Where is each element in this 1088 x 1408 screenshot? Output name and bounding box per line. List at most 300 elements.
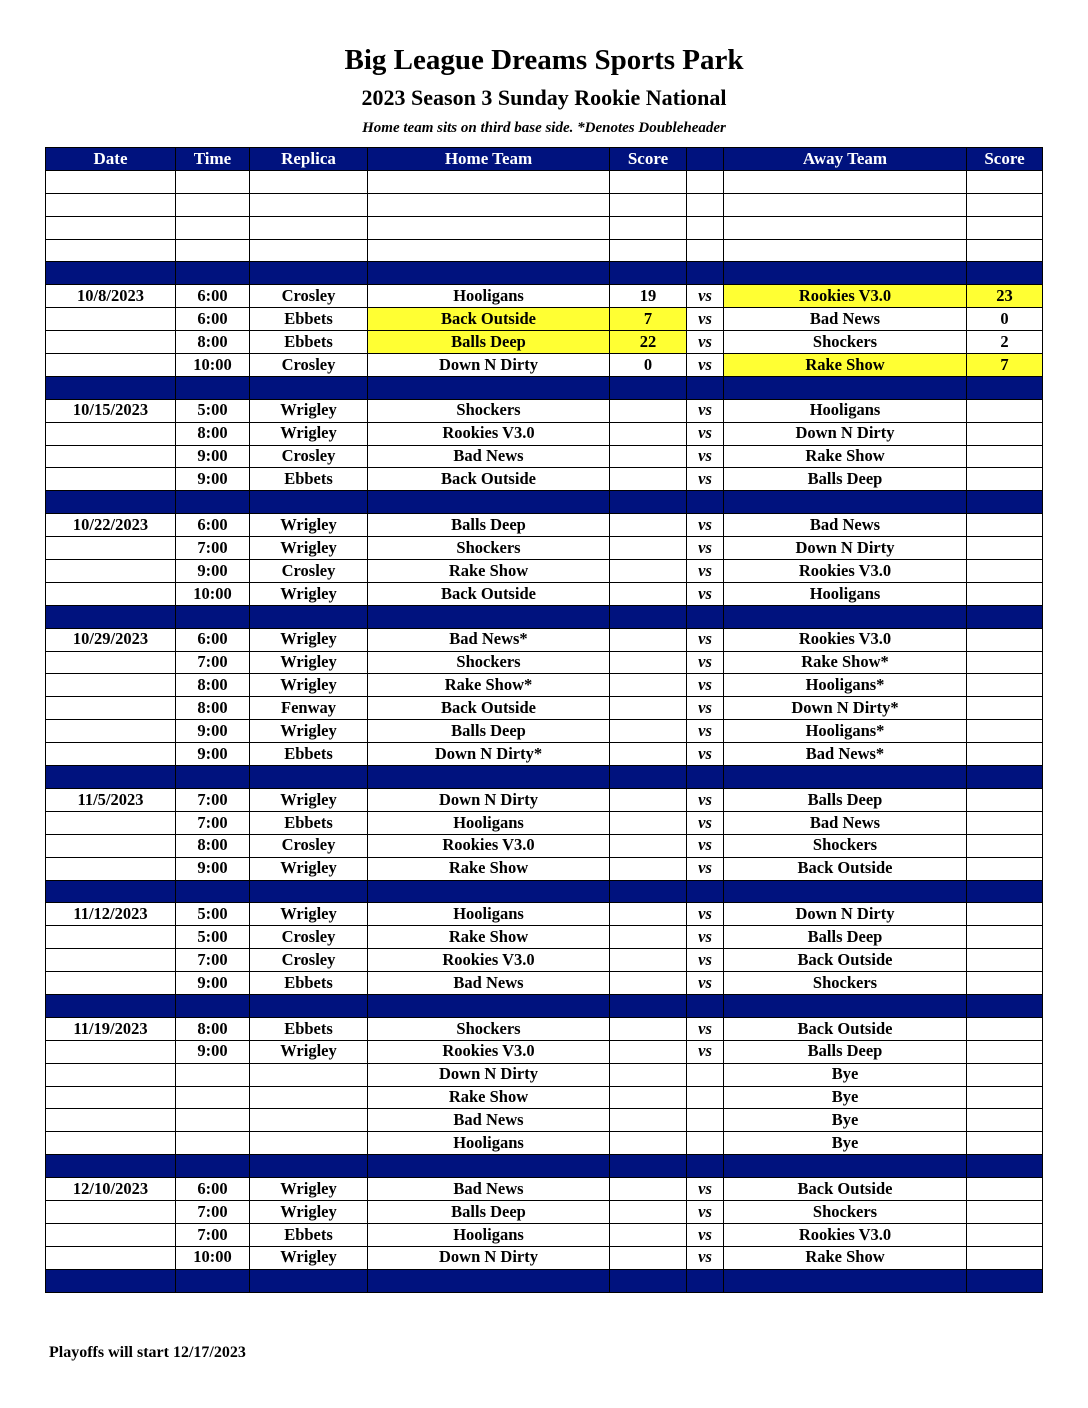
away-team-cell: Rake Show [724,354,967,377]
game-row [46,537,1043,560]
time-cell: 5:00 [176,399,250,422]
vs-cell [687,170,724,193]
replica-cell: Crosley [250,285,368,308]
vs-cell: vs [687,834,724,857]
vs-cell: vs [687,926,724,949]
date-cell [46,537,176,560]
away-team-cell: Shockers [724,331,967,354]
home-team-cell: Shockers [368,399,610,422]
date-cell [46,376,176,399]
time-cell: 6:00 [176,514,250,537]
home-team-cell [368,239,610,262]
date-cell [46,1200,176,1223]
home-team-cell: Back Outside [368,308,610,331]
away-team-cell: Bad News* [724,743,967,766]
time-cell: 9:00 [176,857,250,880]
page-subtitle: 2023 Season 3 Sunday Rookie National [361,85,727,110]
away-team-cell [724,605,967,628]
away-score-cell [967,1155,1043,1178]
vs-cell: vs [687,720,724,743]
date-cell [46,697,176,720]
replica-cell: Wrigley [250,651,368,674]
home-team-cell: Rake Show [368,857,610,880]
home-score-cell [610,811,687,834]
away-score-cell [967,926,1043,949]
home-team-cell: Shockers [368,537,610,560]
date-cell: 11/5/2023 [46,788,176,811]
away-team-cell: Balls Deep [724,468,967,491]
replica-cell: Wrigley [250,1178,368,1201]
away-score-cell [967,445,1043,468]
home-score-cell [610,1200,687,1223]
replica-cell [250,1269,368,1292]
replica-cell: Ebbets [250,811,368,834]
away-team-cell [724,239,967,262]
away-score-cell [967,1063,1043,1086]
column-header-time: Time [176,148,250,171]
vs-cell [687,1155,724,1178]
blank-row [46,216,1043,239]
away-team-cell [724,170,967,193]
away-team-cell: Back Outside [724,1017,967,1040]
date-cell [46,262,176,285]
time-cell [176,994,250,1017]
replica-cell: Wrigley [250,399,368,422]
vs-cell [687,376,724,399]
home-score-cell [610,1086,687,1109]
away-score-cell [967,491,1043,514]
date-cell [46,422,176,445]
home-score-cell: 19 [610,285,687,308]
away-score-cell [967,697,1043,720]
time-cell [176,170,250,193]
away-team-cell: Bad News [724,811,967,834]
time-cell: 8:00 [176,1017,250,1040]
game-row [46,1223,1043,1246]
away-score-cell [967,628,1043,651]
time-cell: 9:00 [176,720,250,743]
date-cell [46,491,176,514]
vs-cell: vs [687,788,724,811]
date-cell [46,1246,176,1269]
vs-cell: vs [687,468,724,491]
vs-cell [687,880,724,903]
home-score-cell [610,994,687,1017]
away-team-cell [724,1269,967,1292]
away-team-cell: Down N Dirty [724,537,967,560]
away-score-cell [967,1246,1043,1269]
date-cell [46,743,176,766]
vs-cell: vs [687,697,724,720]
home-score-cell [610,880,687,903]
game-row [46,949,1043,972]
game-row [46,582,1043,605]
vs-cell: vs [687,399,724,422]
date-cell: 10/22/2023 [46,514,176,537]
home-team-cell: Rookies V3.0 [368,949,610,972]
date-cell [46,834,176,857]
replica-cell: Ebbets [250,743,368,766]
game-row [46,1017,1043,1040]
home-score-cell [610,1063,687,1086]
home-team-cell: Back Outside [368,697,610,720]
vs-cell: vs [687,811,724,834]
home-team-cell: Shockers [368,1017,610,1040]
replica-cell: Wrigley [250,788,368,811]
replica-cell: Ebbets [250,1017,368,1040]
date-cell [46,857,176,880]
replica-cell [250,1155,368,1178]
vs-cell [687,1063,724,1086]
game-row [46,514,1043,537]
home-score-cell [610,445,687,468]
away-score-cell [967,1132,1043,1155]
time-cell: 8:00 [176,331,250,354]
replica-cell: Wrigley [250,537,368,560]
date-cell [46,1086,176,1109]
home-team-cell [368,170,610,193]
away-team-cell [724,216,967,239]
away-score-cell [967,1017,1043,1040]
away-score-cell [967,514,1043,537]
replica-cell [250,239,368,262]
date-cell: 10/8/2023 [46,285,176,308]
replica-cell: Ebbets [250,972,368,995]
home-score-cell [610,376,687,399]
date-cell [46,445,176,468]
time-cell: 6:00 [176,628,250,651]
home-score-cell [610,560,687,583]
away-score-cell [967,1086,1043,1109]
home-score-cell [610,537,687,560]
date-cell: 12/10/2023 [46,1178,176,1201]
vs-cell: vs [687,674,724,697]
date-cell [46,331,176,354]
home-score-cell [610,628,687,651]
replica-cell [250,605,368,628]
date-cell [46,1109,176,1132]
away-team-cell: Back Outside [724,949,967,972]
vs-cell [687,1269,724,1292]
replica-cell: Wrigley [250,628,368,651]
home-score-cell [610,1040,687,1063]
home-team-cell [368,262,610,285]
vs-cell [687,1132,724,1155]
replica-cell [250,170,368,193]
home-score-cell [610,399,687,422]
home-score-cell [610,926,687,949]
vs-cell: vs [687,422,724,445]
away-score-cell [967,811,1043,834]
replica-cell: Crosley [250,445,368,468]
time-cell: 7:00 [176,651,250,674]
vs-cell: vs [687,628,724,651]
away-score-cell [967,560,1043,583]
home-team-cell: Down N Dirty* [368,743,610,766]
away-score-cell [967,170,1043,193]
replica-cell: Ebbets [250,331,368,354]
replica-cell: Wrigley [250,514,368,537]
vs-cell: vs [687,857,724,880]
home-team-cell: Rake Show [368,1086,610,1109]
away-score-cell: 7 [967,354,1043,377]
away-team-cell: Down N Dirty* [724,697,967,720]
away-score-cell [967,1223,1043,1246]
date-cell [46,811,176,834]
game-row [46,720,1043,743]
home-score-cell [610,720,687,743]
date-cell [46,994,176,1017]
game-row [46,926,1043,949]
home-team-cell: Bad News [368,1178,610,1201]
away-score-cell: 2 [967,331,1043,354]
away-team-cell [724,193,967,216]
home-score-cell [610,170,687,193]
date-cell: 10/15/2023 [46,399,176,422]
time-cell [176,766,250,789]
away-score-cell [967,880,1043,903]
home-score-cell [610,193,687,216]
table-header-row [46,148,1043,171]
replica-cell [250,1132,368,1155]
week-separator-row [46,376,1043,399]
time-cell [176,1109,250,1132]
away-score-cell [967,216,1043,239]
replica-cell [250,994,368,1017]
replica-cell: Wrigley [250,720,368,743]
away-team-cell: Hooligans* [724,720,967,743]
home-score-cell [610,514,687,537]
date-cell [46,1155,176,1178]
away-team-cell [724,994,967,1017]
home-score-cell: 22 [610,331,687,354]
home-team-cell [368,193,610,216]
home-team-cell: Hooligans [368,285,610,308]
away-score-cell [967,399,1043,422]
away-team-cell: Balls Deep [724,926,967,949]
vs-cell [687,1109,724,1132]
week-separator-row [46,880,1043,903]
replica-cell: Wrigley [250,1246,368,1269]
date-cell [46,674,176,697]
away-team-cell: Back Outside [724,1178,967,1201]
home-score-cell [610,216,687,239]
time-cell: 6:00 [176,285,250,308]
game-row [46,697,1043,720]
game-row [46,811,1043,834]
home-team-cell: Shockers [368,651,610,674]
home-score-cell [610,582,687,605]
column-header-home-team: Home Team [368,148,610,171]
page-note: Home team sits on third base side. *Denotes Doubleheader [362,120,726,136]
home-score-cell [610,903,687,926]
time-cell: 8:00 [176,697,250,720]
replica-cell [250,1063,368,1086]
replica-cell [250,193,368,216]
replica-cell [250,262,368,285]
time-cell [176,880,250,903]
away-team-cell [724,376,967,399]
date-cell [46,1132,176,1155]
away-team-cell: Bye [724,1086,967,1109]
time-cell: 9:00 [176,743,250,766]
date-cell [46,651,176,674]
time-cell: 7:00 [176,1200,250,1223]
home-score-cell [610,262,687,285]
away-score-cell [967,857,1043,880]
date-cell [46,926,176,949]
away-team-cell: Bad News [724,514,967,537]
home-score-cell [610,1132,687,1155]
home-team-cell [368,880,610,903]
replica-cell: Ebbets [250,468,368,491]
home-team-cell: Balls Deep [368,331,610,354]
away-team-cell: Shockers [724,972,967,995]
time-cell: 9:00 [176,560,250,583]
date-cell [46,354,176,377]
home-team-cell [368,1155,610,1178]
home-score-cell [610,1246,687,1269]
time-cell [176,1155,250,1178]
date-cell: 11/12/2023 [46,903,176,926]
vs-cell: vs [687,1246,724,1269]
vs-cell: vs [687,445,724,468]
replica-cell [250,376,368,399]
week-separator-row [46,1269,1043,1292]
game-row [46,1109,1043,1132]
week-separator-row [46,605,1043,628]
vs-cell: vs [687,651,724,674]
home-score-cell [610,674,687,697]
home-score-cell [610,834,687,857]
replica-cell: Crosley [250,949,368,972]
home-score-cell: 0 [610,354,687,377]
home-team-cell: Rookies V3.0 [368,422,610,445]
time-cell [176,216,250,239]
home-team-cell [368,605,610,628]
vs-cell: vs [687,331,724,354]
home-team-cell [368,1269,610,1292]
time-cell: 8:00 [176,422,250,445]
replica-cell: Crosley [250,354,368,377]
date-cell [46,880,176,903]
vs-cell: vs [687,972,724,995]
away-score-cell [967,605,1043,628]
game-row [46,1200,1043,1223]
home-team-cell: Balls Deep [368,1200,610,1223]
away-team-cell: Down N Dirty [724,422,967,445]
game-row [46,628,1043,651]
vs-cell [687,216,724,239]
vs-cell: vs [687,1040,724,1063]
away-team-cell: Balls Deep [724,1040,967,1063]
home-team-cell: Down N Dirty [368,354,610,377]
away-team-cell: Rake Show [724,445,967,468]
home-team-cell: Bad News* [368,628,610,651]
game-row [46,834,1043,857]
home-score-cell: 7 [610,308,687,331]
home-score-cell [610,857,687,880]
blank-row [46,170,1043,193]
week-separator-row [46,994,1043,1017]
away-score-cell [967,422,1043,445]
away-team-cell: Bad News [724,308,967,331]
date-cell [46,1269,176,1292]
home-team-cell: Down N Dirty [368,1063,610,1086]
away-team-cell: Bye [724,1063,967,1086]
date-cell [46,308,176,331]
away-score-cell [967,1178,1043,1201]
home-score-cell [610,1109,687,1132]
date-cell [46,720,176,743]
vs-cell: vs [687,582,724,605]
date-cell [46,605,176,628]
away-score-cell [967,582,1043,605]
date-cell [46,468,176,491]
away-team-cell: Rookies V3.0 [724,628,967,651]
home-team-cell: Rookies V3.0 [368,834,610,857]
time-cell [176,193,250,216]
home-team-cell: Back Outside [368,582,610,605]
game-row [46,445,1043,468]
replica-cell [250,216,368,239]
date-cell [46,193,176,216]
home-team-cell: Down N Dirty [368,788,610,811]
schedule-body [46,170,1043,1292]
home-team-cell: Hooligans [368,1223,610,1246]
replica-cell: Fenway [250,697,368,720]
column-header-date: Date [46,148,176,171]
date-cell [46,972,176,995]
date-cell: 11/19/2023 [46,1017,176,1040]
away-score-cell [967,376,1043,399]
game-row [46,903,1043,926]
time-cell: 5:00 [176,903,250,926]
away-team-cell: Down N Dirty [724,903,967,926]
home-score-cell [610,766,687,789]
away-team-cell: Hooligans [724,399,967,422]
time-cell: 10:00 [176,1246,250,1269]
home-score-cell [610,605,687,628]
away-score-cell [967,903,1043,926]
game-row [46,399,1043,422]
away-score-cell [967,1269,1043,1292]
home-team-cell [368,766,610,789]
away-team-cell: Rake Show* [724,651,967,674]
home-score-cell [610,743,687,766]
home-score-cell [610,697,687,720]
away-score-cell: 0 [967,308,1043,331]
home-team-cell: Rake Show [368,926,610,949]
away-team-cell: Rookies V3.0 [724,1223,967,1246]
week-separator-row [46,491,1043,514]
home-score-cell [610,1017,687,1040]
column-header-vs [687,148,724,171]
game-row [46,468,1043,491]
home-score-cell [610,788,687,811]
away-team-cell: Balls Deep [724,788,967,811]
game-row [46,651,1043,674]
week-separator-row [46,262,1043,285]
away-score-cell [967,972,1043,995]
time-cell: 7:00 [176,811,250,834]
away-score-cell [967,239,1043,262]
vs-cell [687,605,724,628]
time-cell: 7:00 [176,1223,250,1246]
away-score-cell [967,1200,1043,1223]
replica-cell: Crosley [250,560,368,583]
replica-cell: Crosley [250,834,368,857]
